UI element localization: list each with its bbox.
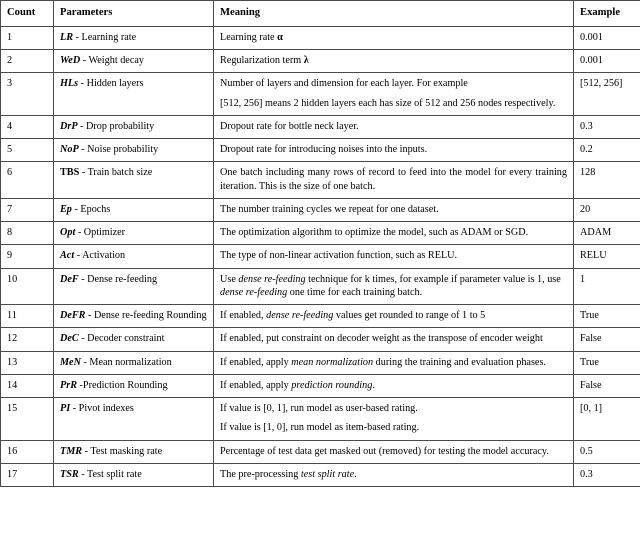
cell-meaning: Dropout rate for introducing noises into the inputs. (214, 139, 574, 162)
parameter-name: - Pivot indexes (70, 403, 134, 415)
cell-meaning (214, 50, 574, 73)
parameter-abbreviation: DeF (60, 273, 79, 285)
column-header-example: Example (574, 1, 640, 27)
cell-parameter (54, 268, 214, 305)
cell-count: 6 (1, 162, 54, 199)
table-row (1, 374, 640, 397)
cell-meaning: The type of non-linear activation function, such as RELU. (214, 245, 574, 268)
cell-parameter (54, 26, 214, 49)
meaning-text: . (372, 379, 375, 391)
cell-meaning (214, 398, 574, 441)
cell-example: True (574, 351, 640, 374)
parameter-name: - Test split rate (78, 468, 142, 480)
cell-count: 13 (1, 351, 54, 374)
table-row (1, 26, 640, 49)
cell-parameter (54, 351, 214, 374)
table-row (1, 245, 640, 268)
cell-meaning: If enabled, put constraint on decoder weight as the transpose of encoder weight (214, 328, 574, 351)
cell-example: 20 (574, 198, 640, 221)
table-row (1, 463, 640, 486)
cell-meaning (214, 26, 574, 49)
cell-parameter (54, 50, 214, 73)
parameter-abbreviation: DrP (60, 120, 78, 132)
parameter-abbreviation: TSR (60, 468, 79, 480)
cell-meaning (214, 73, 574, 116)
cell-meaning (214, 268, 574, 305)
cell-example: 1 (574, 268, 640, 305)
parameter-name: - Test masking rate (82, 445, 163, 457)
table-row (1, 328, 640, 351)
parameter-name: - Dense re-feeding Rounding (85, 310, 207, 322)
column-header-meaning: Meaning (214, 1, 574, 27)
table-row (1, 222, 640, 245)
parameter-name: - Mean normalization (80, 356, 172, 368)
cell-parameter (54, 328, 214, 351)
cell-count: 3 (1, 73, 54, 116)
table-row (1, 268, 640, 305)
cell-parameter (54, 305, 214, 328)
parameter-name: - Noise probability (78, 144, 159, 156)
cell-parameter (54, 139, 214, 162)
cell-count: 4 (1, 115, 54, 138)
table-row (1, 305, 640, 328)
parameter-name: -Prediction Rounding (76, 379, 168, 391)
meaning-emphasis: dense re-feeding (238, 273, 306, 285)
cell-meaning (214, 351, 574, 374)
parameter-abbreviation: HLs (60, 78, 79, 90)
parameter-abbreviation: MeN (60, 356, 81, 368)
meaning-symbol: λ (303, 55, 309, 67)
meaning-text: Regularization term (220, 55, 304, 67)
parameter-abbreviation: Act (60, 250, 75, 262)
table-header (1, 1, 640, 27)
meaning-text: during the training and evaluation phases. (373, 356, 546, 368)
cell-parameter (54, 398, 214, 441)
meaning-line: [512, 256] means 2 hidden layers each has size of 512 and 256 nodes respectively. (220, 97, 556, 109)
meaning-symbol: α (277, 31, 283, 43)
cell-example: RELU (574, 245, 640, 268)
meaning-text: If enabled, apply (220, 379, 292, 391)
cell-count: 7 (1, 198, 54, 221)
cell-example: [0, 1] (574, 398, 640, 441)
column-header-count: Count (1, 1, 54, 27)
cell-count: 11 (1, 305, 54, 328)
meaning-text: technique for k times, for example if parameter value is 1, use (305, 273, 561, 285)
meaning-emphasis: prediction rounding (291, 379, 373, 391)
meaning-text: one time for each training batch. (287, 286, 423, 298)
meaning-text: Learning rate (220, 31, 278, 43)
parameter-name: - Optimizer (75, 227, 126, 239)
meaning-text: If enabled, (220, 310, 267, 322)
cell-count: 12 (1, 328, 54, 351)
parameter-abbreviation: TBS (60, 167, 80, 179)
parameter-abbreviation: PrR (60, 379, 77, 391)
cell-count: 1 (1, 26, 54, 49)
parameter-name: - Learning rate (73, 31, 137, 43)
cell-parameter (54, 374, 214, 397)
meaning-text: If enabled, apply (220, 356, 292, 368)
table-row (1, 73, 640, 116)
cell-meaning (214, 305, 574, 328)
cell-count: 9 (1, 245, 54, 268)
parameter-name: - Decoder constraint (78, 333, 165, 345)
cell-meaning: The number training cycles we repeat for one dataset. (214, 198, 574, 221)
parameter-name: - Hidden layers (78, 78, 144, 90)
parameter-name: - Drop probability (77, 120, 155, 132)
meaning-emphasis: mean normalization (291, 356, 374, 368)
table-row (1, 198, 640, 221)
meaning-text: . (354, 468, 357, 480)
parameter-abbreviation: WeD (60, 55, 81, 67)
cell-count: 14 (1, 374, 54, 397)
cell-count: 8 (1, 222, 54, 245)
cell-example: ADAM (574, 222, 640, 245)
cell-count: 2 (1, 50, 54, 73)
cell-count: 17 (1, 463, 54, 486)
parameter-abbreviation: LR (60, 31, 74, 43)
table-row (1, 162, 640, 199)
cell-parameter (54, 73, 214, 116)
cell-parameter (54, 440, 214, 463)
cell-parameter (54, 115, 214, 138)
cell-example: 0.3 (574, 115, 640, 138)
cell-meaning: Dropout rate for bottle neck layer. (214, 115, 574, 138)
parameter-abbreviation: DeFR (60, 310, 86, 322)
meaning-emphasis: dense re-feeding (220, 286, 288, 298)
cell-example: [512, 256] (574, 73, 640, 116)
cell-meaning: Percentage of test data get masked out (removed) for testing the model accuracy. (214, 440, 574, 463)
parameter-abbreviation: PI (60, 403, 71, 415)
table-row (1, 398, 640, 441)
cell-example: 0.001 (574, 50, 640, 73)
parameter-name: - Epochs (71, 203, 111, 215)
column-header-parameters: Parameters (54, 1, 214, 27)
cell-count: 15 (1, 398, 54, 441)
cell-meaning: The optimization algorithm to optimize the model, such as ADAM or SGD. (214, 222, 574, 245)
cell-parameter (54, 245, 214, 268)
cell-example: False (574, 374, 640, 397)
meaning-text: The pre-processing (220, 468, 301, 480)
cell-example: 0.3 (574, 463, 640, 486)
cell-meaning (214, 463, 574, 486)
cell-meaning (214, 374, 574, 397)
cell-example: 0.5 (574, 440, 640, 463)
parameter-name: - Train batch size (79, 167, 153, 179)
meaning-emphasis: dense re-feeding (266, 310, 334, 322)
parameter-abbreviation: Opt (60, 227, 76, 239)
parameter-name: - Activation (74, 250, 126, 262)
table-row (1, 440, 640, 463)
table-row (1, 139, 640, 162)
table-row (1, 115, 640, 138)
parameter-abbreviation: NoP (60, 144, 79, 156)
cell-example: 0.2 (574, 139, 640, 162)
table-body (1, 26, 640, 486)
table-header-row (1, 1, 640, 27)
cell-example: 0.001 (574, 26, 640, 49)
cell-count: 16 (1, 440, 54, 463)
cell-parameter (54, 222, 214, 245)
parameter-name: - Dense re-feeding (78, 273, 158, 285)
meaning-emphasis: test split rate (300, 468, 355, 480)
table-row (1, 351, 640, 374)
cell-parameter (54, 162, 214, 199)
cell-count: 5 (1, 139, 54, 162)
cell-example: False (574, 328, 640, 351)
cell-example: True (574, 305, 640, 328)
meaning-text: values get rounded to range of 1 to 5 (333, 310, 486, 322)
cell-parameter (54, 463, 214, 486)
table-row (1, 50, 640, 73)
meaning-line: Number of layers and dimension for each layer. For example (220, 78, 468, 90)
meaning-line: If value is [0, 1], run model as user-based rating. (220, 403, 418, 415)
cell-meaning: One batch including many rows of record to feed into the model for every training iteration. This is the size of one batch. (214, 162, 574, 199)
meaning-line: If value is [1, 0], run model as item-based rating. (220, 422, 420, 434)
cell-count: 10 (1, 268, 54, 305)
cell-parameter (54, 198, 214, 221)
cell-example: 128 (574, 162, 640, 199)
parameter-name: - Weight decay (80, 55, 144, 67)
parameter-abbreviation: Ep (60, 203, 72, 215)
parameter-abbreviation: TMR (60, 445, 83, 457)
meaning-text: Use (220, 273, 239, 285)
parameter-abbreviation: DeC (60, 333, 79, 345)
